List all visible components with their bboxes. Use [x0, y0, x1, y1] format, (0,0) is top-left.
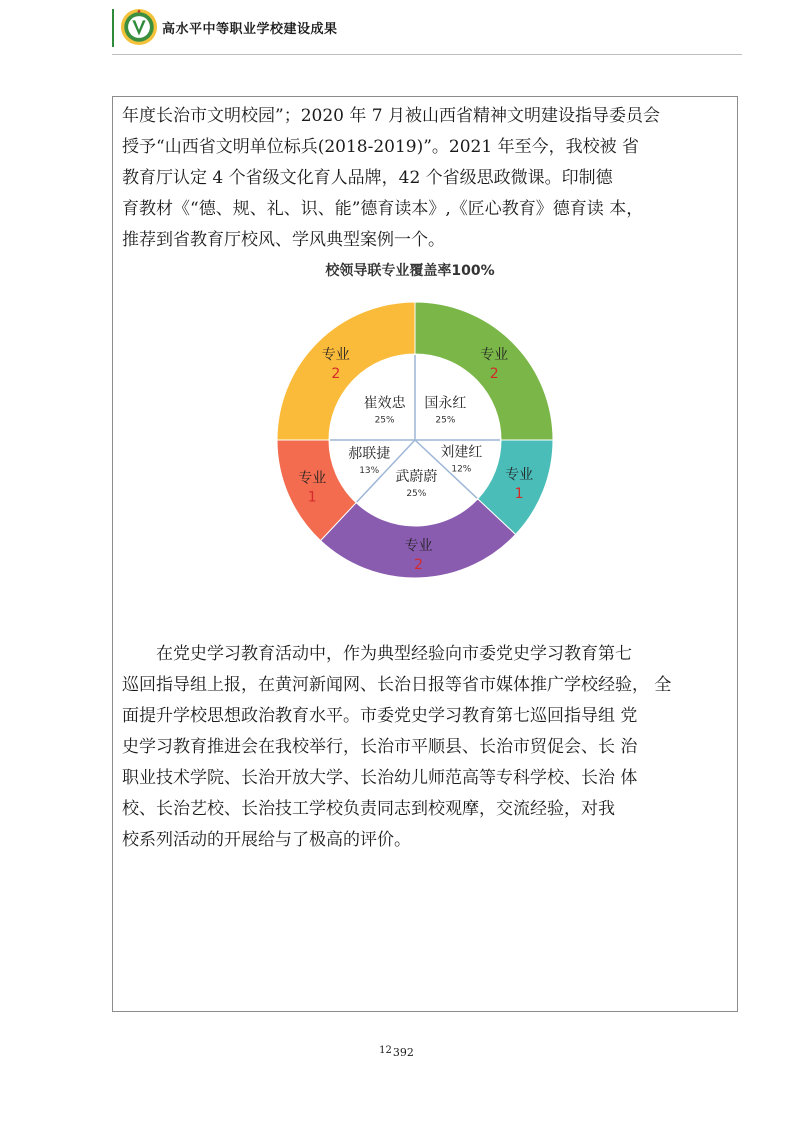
text-line: 巡回指导组上报，在黄河新闻网、长治日报等省市媒体推广学校经验， 全	[122, 675, 672, 695]
outer-label: 专业	[321, 346, 350, 363]
inner-percent: 12%	[451, 464, 472, 475]
school-logo-icon	[120, 8, 158, 46]
page-header	[112, 6, 742, 50]
inner-name: 郝联捷	[348, 445, 391, 462]
text-line: 校、长治艺校、长治技工学校负责同志到校观摩，交流经验，对我	[122, 799, 615, 819]
text-line: 面提升学校思想政治教育水平。市委党史学习教育第七巡回指导组 党	[122, 706, 638, 726]
inner-percent: 25%	[374, 415, 395, 426]
coverage-chart	[200, 258, 620, 598]
coverage-donut-chart	[200, 258, 620, 598]
header-title: 高水平中等职业学校建设成果	[162, 22, 338, 37]
page-number	[0, 1045, 793, 1059]
outer-label: 专业	[480, 346, 509, 363]
paragraph-party-history	[122, 639, 732, 856]
inner-name: 国永红	[424, 395, 467, 412]
inner-name: 武蔚蔚	[395, 468, 438, 485]
text-line: 育教材《“德、规、礼、识、能”德育读本》,《匠心教育》德育读 本，	[122, 199, 644, 219]
text-line: 在党史学习教育活动中，作为典型经验向市委党史学习教育第七	[122, 644, 632, 664]
text-line: 史学习教育推进会在我校举行，长治市平顺县、长治市贸促会、长 治	[122, 737, 638, 757]
page-number-main: 392	[392, 1046, 414, 1059]
outer-count: 2	[489, 365, 499, 382]
page-number-small: 12	[379, 1045, 392, 1056]
paragraph-honors	[122, 101, 732, 256]
text-line: 校系列活动的开展给与了极高的评价。	[122, 830, 411, 850]
outer-count: 2	[331, 365, 341, 382]
text-line: 职业技术学院、长治开放大学、长治幼儿师范高等专科学校、长治 体	[122, 768, 638, 788]
text-line: 推荐到省教育厅校风、学风典型案例一个。	[122, 230, 445, 250]
header-accent-bar	[112, 9, 114, 47]
outer-label: 专业	[505, 467, 534, 484]
inner-percent: 25%	[435, 415, 456, 426]
chart-title: 校领导联专业覆盖率100%	[325, 263, 495, 279]
inner-name: 刘建红	[440, 444, 483, 461]
inner-percent: 13%	[359, 465, 380, 476]
outer-count: 2	[414, 556, 423, 573]
outer-label: 专业	[298, 470, 327, 487]
text-line: 教育厅认定 4 个省级文化育人品牌，42 个省级思政微课。印制德	[122, 168, 613, 188]
outer-label: 专业	[404, 537, 433, 554]
inner-percent: 25%	[406, 488, 427, 499]
header-divider	[112, 54, 742, 55]
outer-count: 1	[307, 489, 317, 506]
outer-count: 1	[514, 486, 524, 503]
text-line: 年度长治市文明校园”；2020 年 7 月被山西省精神文明建设指导委员会	[122, 106, 660, 126]
text-line: 授予“山西省文明单位标兵(2018-2019)”。2021 年至今，我校被 省	[122, 137, 639, 157]
inner-name: 崔效忠	[363, 395, 406, 412]
